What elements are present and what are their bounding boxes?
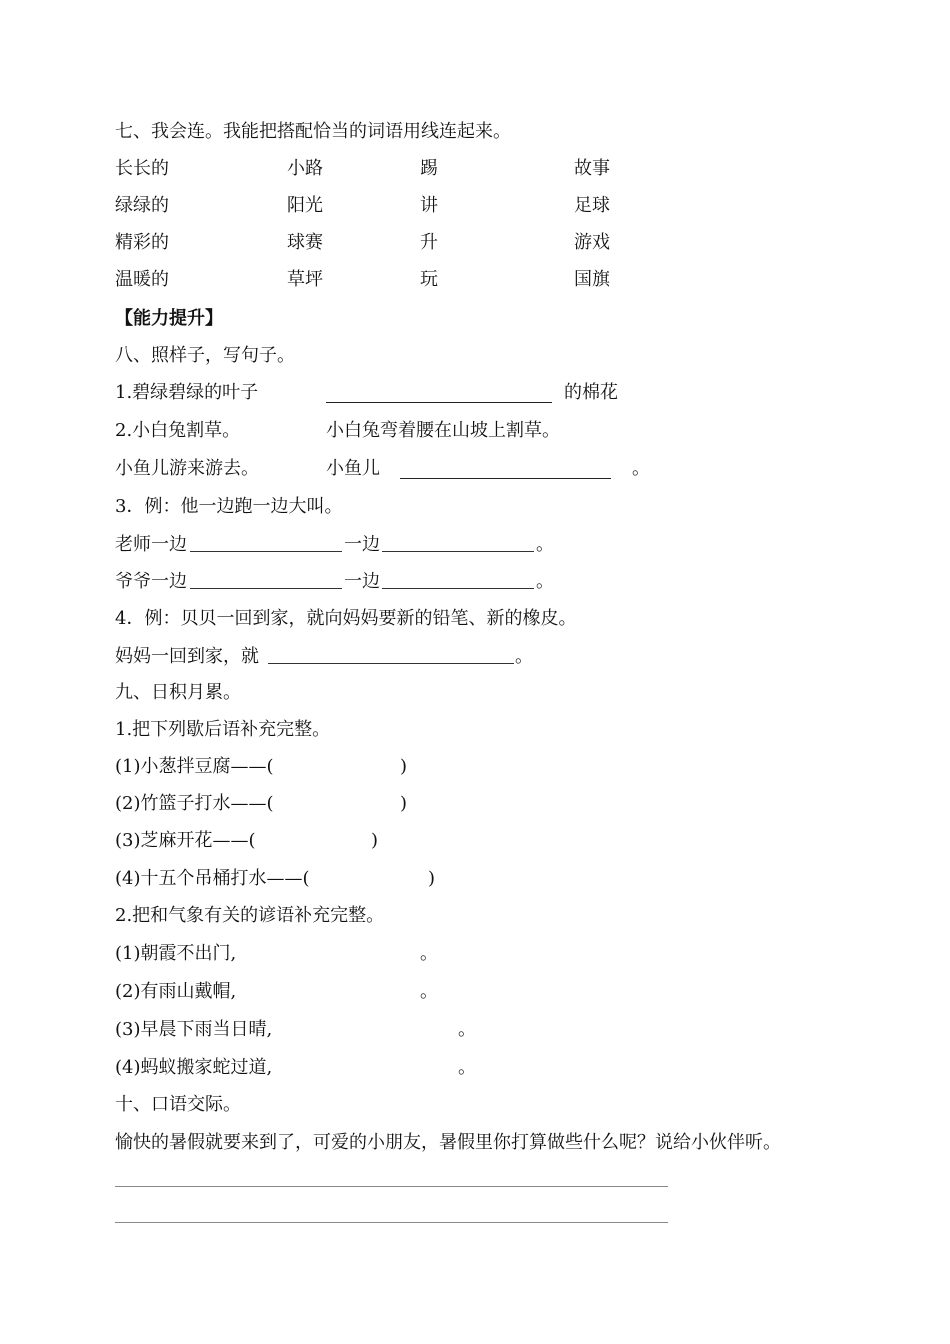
proverb-period: 。: [420, 943, 438, 964]
q4-end: 。: [515, 646, 533, 667]
xiehouyu-item: (2)竹篮子打水——(: [115, 793, 274, 814]
section-7-title: 七、我会连。我能把搭配恰当的词语用线连起来。: [115, 121, 511, 142]
match-word: 草坪: [287, 269, 323, 290]
q1-prompt: 1.碧绿碧绿的叶子: [115, 382, 259, 403]
match-word: 故事: [574, 158, 610, 179]
proverb-item: (2)有雨山戴帽,: [115, 981, 237, 1002]
q1-suffix: 的棉花: [564, 382, 618, 403]
oral-prompt: 愉快的暑假就要来到了，可爱的小朋友，暑假里你打算做些什么呢？说给小伙伴听。: [115, 1132, 781, 1153]
proverb-title: 2.把和气象有关的谚语补充完整。: [115, 905, 385, 926]
q3a-end: 。: [536, 534, 554, 555]
ability-heading: 【能力提升】: [115, 308, 223, 329]
q3b-mid: 一边: [344, 571, 380, 592]
q2b-prompt: 小鱼儿游来游去。: [115, 458, 259, 479]
match-word: 足球: [574, 195, 610, 216]
q3b-end: 。: [536, 571, 554, 592]
match-word: 升: [420, 232, 438, 253]
close-paren: ): [400, 756, 408, 777]
proverb-period: 。: [458, 1057, 476, 1078]
proverb-item: (3)早晨下雨当日晴,: [115, 1019, 273, 1040]
proverb-period: 。: [458, 1019, 476, 1040]
q4-answer-blank[interactable]: [268, 663, 514, 664]
q3b-start: 爷爷一边: [115, 571, 187, 592]
match-word: 小路: [287, 158, 323, 179]
q3-example: 3．例：他一边跑一边大叫。: [115, 496, 343, 517]
q1-answer-blank[interactable]: [326, 402, 552, 403]
q2b-end: 。: [632, 458, 650, 479]
q3a-blank-2[interactable]: [382, 551, 534, 552]
close-paren: ): [371, 830, 379, 851]
q2-prompt: 2.小白兔割草。: [115, 420, 241, 441]
match-word: 游戏: [574, 232, 610, 253]
q3a-start: 老师一边: [115, 534, 187, 555]
q2b-answer-blank[interactable]: [400, 478, 611, 479]
proverb-item: (4)蚂蚁搬家蛇过道,: [115, 1057, 273, 1078]
match-word: 踢: [420, 158, 438, 179]
q3b-blank-2[interactable]: [382, 588, 534, 589]
match-word: 长长的: [115, 158, 169, 179]
close-paren: ): [428, 868, 436, 889]
q4-example: 4．例：贝贝一回到家，就向妈妈要新的铅笔、新的橡皮。: [115, 608, 577, 629]
match-word: 精彩的: [115, 232, 169, 253]
section-8-title: 八、照样子，写句子。: [115, 345, 295, 366]
q3a-mid: 一边: [344, 534, 380, 555]
match-word: 阳光: [287, 195, 323, 216]
match-word: 绿绿的: [115, 195, 169, 216]
q2b-start: 小鱼儿: [326, 458, 380, 479]
q3b-blank-1[interactable]: [190, 588, 342, 589]
answer-line-2[interactable]: [115, 1222, 668, 1223]
q2-example: 小白兔弯着腰在山坡上割草。: [326, 420, 560, 441]
match-word: 讲: [420, 195, 438, 216]
section-9-title: 九、日积月累。: [115, 682, 241, 703]
q4-start: 妈妈一回到家，就: [115, 646, 259, 667]
xiehouyu-item: (4)十五个吊桶打水——(: [115, 868, 310, 889]
answer-line-1[interactable]: [115, 1186, 668, 1187]
close-paren: ): [400, 793, 408, 814]
xiehouyu-item: (3)芝麻开花——(: [115, 830, 256, 851]
proverb-item: (1)朝霞不出门,: [115, 943, 237, 964]
match-word: 国旗: [574, 269, 610, 290]
match-word: 玩: [420, 269, 438, 290]
match-word: 温暖的: [115, 269, 169, 290]
xiehouyu-title: 1.把下列歇后语补充完整。: [115, 719, 331, 740]
proverb-period: 。: [420, 981, 438, 1002]
section-10-title: 十、口语交际。: [115, 1094, 241, 1115]
q3a-blank-1[interactable]: [190, 551, 342, 552]
xiehouyu-item: (1)小葱拌豆腐——(: [115, 756, 274, 777]
match-word: 球赛: [287, 232, 323, 253]
